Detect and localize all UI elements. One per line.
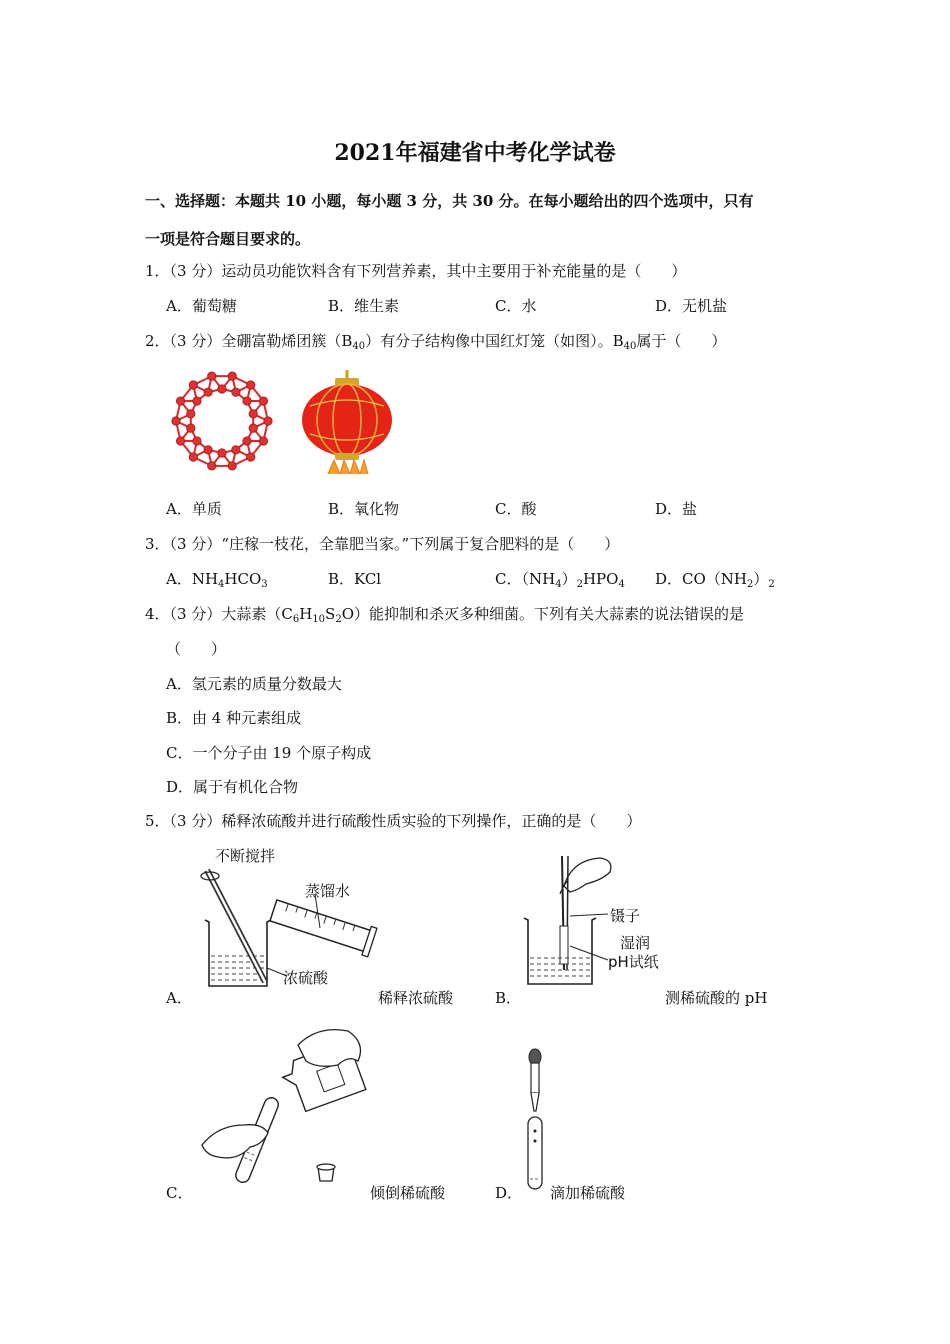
figure-a-label-water: 蒸馏水 (305, 882, 351, 900)
q5-option-a-caption: 稀释浓硫酸 (378, 989, 454, 1007)
q4-option-d: D．属于有机化合物 (166, 778, 299, 796)
figure-c-pouring (198, 1025, 368, 1195)
figure-b-label-ph-paper: pH试纸 (608, 953, 659, 971)
q2-option-a: A．单质 (166, 500, 222, 518)
q5-option-b-letter: B． (495, 989, 522, 1007)
q5-option-d-caption: 滴加稀硫酸 (550, 1184, 626, 1202)
figure-a-label-acid: 浓硫酸 (283, 969, 329, 987)
figure-b-label-wet: 湿润 (620, 934, 651, 952)
figure-b-label-tweezers: 镊子 (610, 907, 641, 925)
q2-stem: 2．（3 分）全硼富勒烯团簇$(B_{40})$有分子结构像中国红灯笼（如图）。$B_{40}$属于（ ） (145, 332, 727, 352)
q1-option-a: A．葡萄糖 (166, 297, 237, 315)
q2-option-d: D．盐 (655, 500, 698, 518)
q4-stem: 4．（3 分）大蒜素$(C_6H_{10}S_2O)$能抑制和杀灭多种细菌。下列有关大蒜素的说法错误的是 (145, 605, 745, 625)
q2-option-b: B．氧化物 (328, 500, 400, 518)
q4-option-c: C．一个分子由 19 个原子构成 (166, 744, 372, 762)
q5-option-c-letter: C． (166, 1184, 193, 1202)
figure-a-label-stir: 不断搅拌 (215, 847, 276, 865)
q3-option-d: D．$CO(NH_2)_2$ (655, 570, 775, 590)
red-lantern-image (298, 368, 396, 474)
q5-option-b-caption: 测稀硫酸的 pH (665, 989, 768, 1007)
boron-cluster-image (168, 368, 276, 474)
q5-stem: 5．（3 分）稀释浓硫酸并进行硫酸性质实验的下列操作，正确的是（ ） (145, 812, 642, 830)
q1-option-b: B．维生素 (328, 297, 400, 315)
q1-option-d: D．无机盐 (655, 297, 728, 315)
q5-option-c-caption: 倾倒稀硫酸 (370, 1184, 446, 1202)
q3-stem: 3．（3 分）“庄稼一枝花，全靠肥当家。”下列属于复合肥料的是（ ） (145, 535, 620, 553)
page-title: 2021年福建省中考化学试卷 (334, 140, 616, 166)
q3-option-c: C．$(NH_4)_2HPO_4$ (495, 570, 625, 590)
q5-option-d-letter: D． (495, 1184, 523, 1202)
q2-option-c: C．酸 (495, 500, 537, 518)
q4-option-b: B．由 4 种元素组成 (166, 709, 302, 727)
q1-stem: 1．（3 分）运动员功能饮料含有下列营养素，其中主要用于补充能量的是（ ） (145, 262, 687, 280)
q4-stem-paren: （ ） (166, 640, 227, 658)
q5-option-a-letter: A． (166, 989, 192, 1007)
section-header-line2: 一项是符合题目要求的。 (145, 230, 311, 248)
q3-option-a: A．$NH_4HCO_3$ (166, 570, 268, 590)
figure-d-dropper (520, 1045, 550, 1195)
figure-b-ph-test (520, 850, 620, 990)
q4-option-a: A．氢元素的质量分数最大 (166, 675, 342, 693)
section-header-line1: 一、选择题：本题共 10 小题，每小题 3 分，共 30 分。在每小题给出的四个选项中，只有 (145, 192, 754, 210)
q3-option-b: B．KCl (328, 570, 382, 588)
q1-option-c: C．水 (495, 297, 537, 315)
